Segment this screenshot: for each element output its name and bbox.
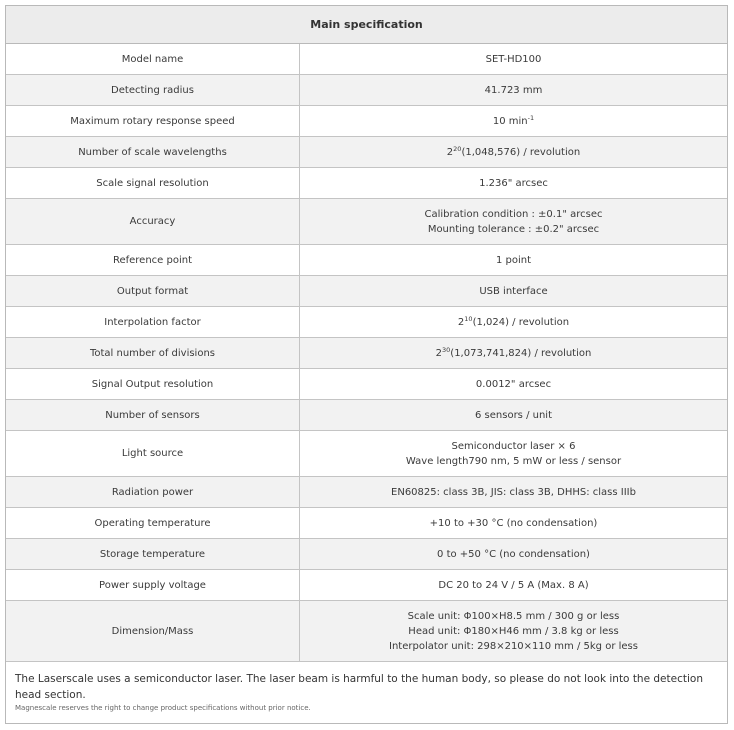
value-line: Calibration condition : ±0.1" arcsec [424,208,603,220]
table-row [6,44,727,75]
value-superscript: 20 [453,144,462,153]
disclaimer: Magnescale reserves the right to change product specifications without prior notice. [15,704,311,712]
row-label: Model name [6,44,300,74]
value-superscript: -1 [527,113,535,122]
row-value: 0 to +50 °C (no condensation) [437,548,590,560]
row-value: DC 20 to 24 V / 5 A (Max. 8 A) [438,579,589,591]
row-value: SET-HD100 [485,53,542,65]
value-line: Interpolator unit: 298×210×110 mm / 5kg or less [389,640,638,652]
row-label: Radiation power [6,477,300,507]
table-row [6,539,727,570]
table-row [6,338,727,369]
row-value: 0.0012" arcsec [475,378,552,390]
row-value: USB interface [479,285,548,297]
value-line: Semiconductor laser × 6 [451,440,576,452]
row-value [300,137,727,167]
row-label: Signal Output resolution [6,369,300,399]
value-superscript: 10 [464,314,473,323]
row-value [300,199,727,244]
value-suffix: (1,073,741,824) / revolution [450,347,592,359]
row-value: 41.723 mm [484,84,543,96]
value-text: 10 min [492,115,528,127]
table-row [6,477,727,508]
row-value [300,431,727,476]
row-label: Total number of divisions [6,338,300,368]
value-line: Scale unit: Φ100×H8.5 mm / 300 g or less [407,610,620,622]
table-row [6,400,727,431]
row-value [300,601,727,661]
table-row [6,137,727,168]
row-label: Accuracy [6,199,300,244]
value-suffix: (1,048,576) / revolution [461,146,581,158]
row-label: Power supply voltage [6,570,300,600]
table-row [6,307,727,338]
value-line: Wave length790 nm, 5 mW or less / sensor [405,455,622,467]
table-row [6,570,727,601]
value-base: 2 [457,316,465,328]
row-label: Dimension/Mass [6,601,300,661]
row-value: +10 to +30 °C (no condensation) [429,517,598,529]
table-row [6,276,727,307]
table-row [6,199,727,245]
value-superscript: 30 [442,345,451,354]
laser-warning-note: The Laserscale uses a semiconductor laser. The laser beam is harmful to the human body, so please do not look into the detection head section. [15,673,703,701]
table-row [6,106,727,137]
value-line: Mounting tolerance : ±0.2" arcsec [427,223,600,235]
table-row [6,508,727,539]
row-label: Scale signal resolution [6,168,300,198]
row-value [300,106,727,136]
row-label: Reference point [6,245,300,275]
row-value [300,338,727,368]
row-label: Operating temperature [6,508,300,538]
row-label: Light source [6,431,300,476]
row-value [300,307,727,337]
table-row [6,369,727,400]
row-value: 1.236" arcsec [479,177,548,189]
row-label: Interpolation factor [6,307,300,337]
row-label: Output format [6,276,300,306]
row-label: Maximum rotary response speed [6,106,300,136]
spec-table [5,5,728,724]
value-line: Head unit: Φ180×H46 mm / 3.8 kg or less [408,625,619,637]
value-suffix: (1,024) / revolution [472,316,570,328]
value-base: 2 [446,146,454,158]
table-row [6,431,727,477]
table-row [6,245,727,276]
value-base: 2 [435,347,443,359]
table-row [6,601,727,662]
row-label: Storage temperature [6,539,300,569]
table-title: Main specification [6,6,727,44]
row-label: Number of scale wavelengths [6,137,300,167]
row-value: EN60825: class 3B, JIS: class 3B, DHHS: class IIIb [391,486,636,498]
row-value: 1 point [495,254,532,266]
row-value: 6 sensors / unit [475,409,552,421]
row-label: Detecting radius [6,75,300,105]
row-label: Number of sensors [6,400,300,430]
table-row [6,168,727,199]
table-row [6,75,727,106]
